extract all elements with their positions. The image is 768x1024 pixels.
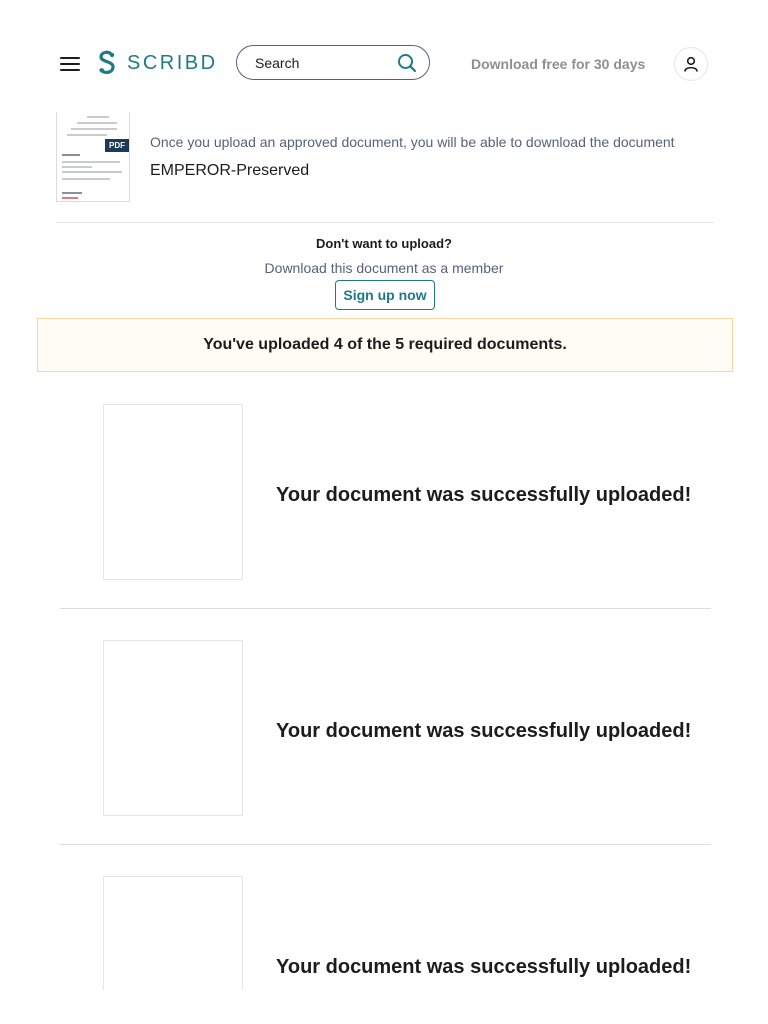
uploaded-document-thumbnail[interactable] [103,640,243,816]
scribd-logo-icon [96,50,118,76]
top-navigation [0,0,768,128]
download-free-link[interactable]: Download free for 30 days [471,56,646,72]
uploaded-document-item [60,640,711,845]
hamburger-menu-icon[interactable] [58,53,82,75]
upload-success-message: Your document was successfully uploaded! [276,956,692,978]
upload-note: Once you upload an approved document, you will be able to download the document [150,134,675,150]
document-thumbnail[interactable] [56,112,130,202]
download-as-member-text: Download this document as a member [264,260,504,276]
uploaded-document-thumbnail[interactable] [103,876,243,990]
upload-success-message: Your document was successfully uploaded! [276,720,692,742]
upload-progress-banner [37,318,733,372]
divider [56,222,714,223]
uploaded-document-item [60,876,711,1024]
upload-success-message: Your document was successfully uploaded! [276,484,692,506]
user-account-button[interactable] [674,47,708,81]
uploaded-document-item [60,404,711,609]
dont-want-to-upload-heading: Don't want to upload? [316,236,452,251]
search-icon[interactable] [397,53,417,73]
search-input[interactable] [253,54,397,72]
logo-text: SCRIBD [127,51,218,74]
scribd-logo[interactable] [96,48,218,78]
upload-progress-text: You've uploaded 4 of the 5 required documents. [203,336,567,353]
search-bar[interactable] [236,45,430,80]
sign-up-button[interactable]: Sign up now [335,280,435,310]
user-icon [682,55,700,73]
uploaded-document-thumbnail[interactable] [103,404,243,580]
pdf-badge: PDF [105,139,129,152]
document-title: EMPEROR-Preserved [150,162,310,179]
divider [60,608,711,609]
divider [60,844,711,845]
